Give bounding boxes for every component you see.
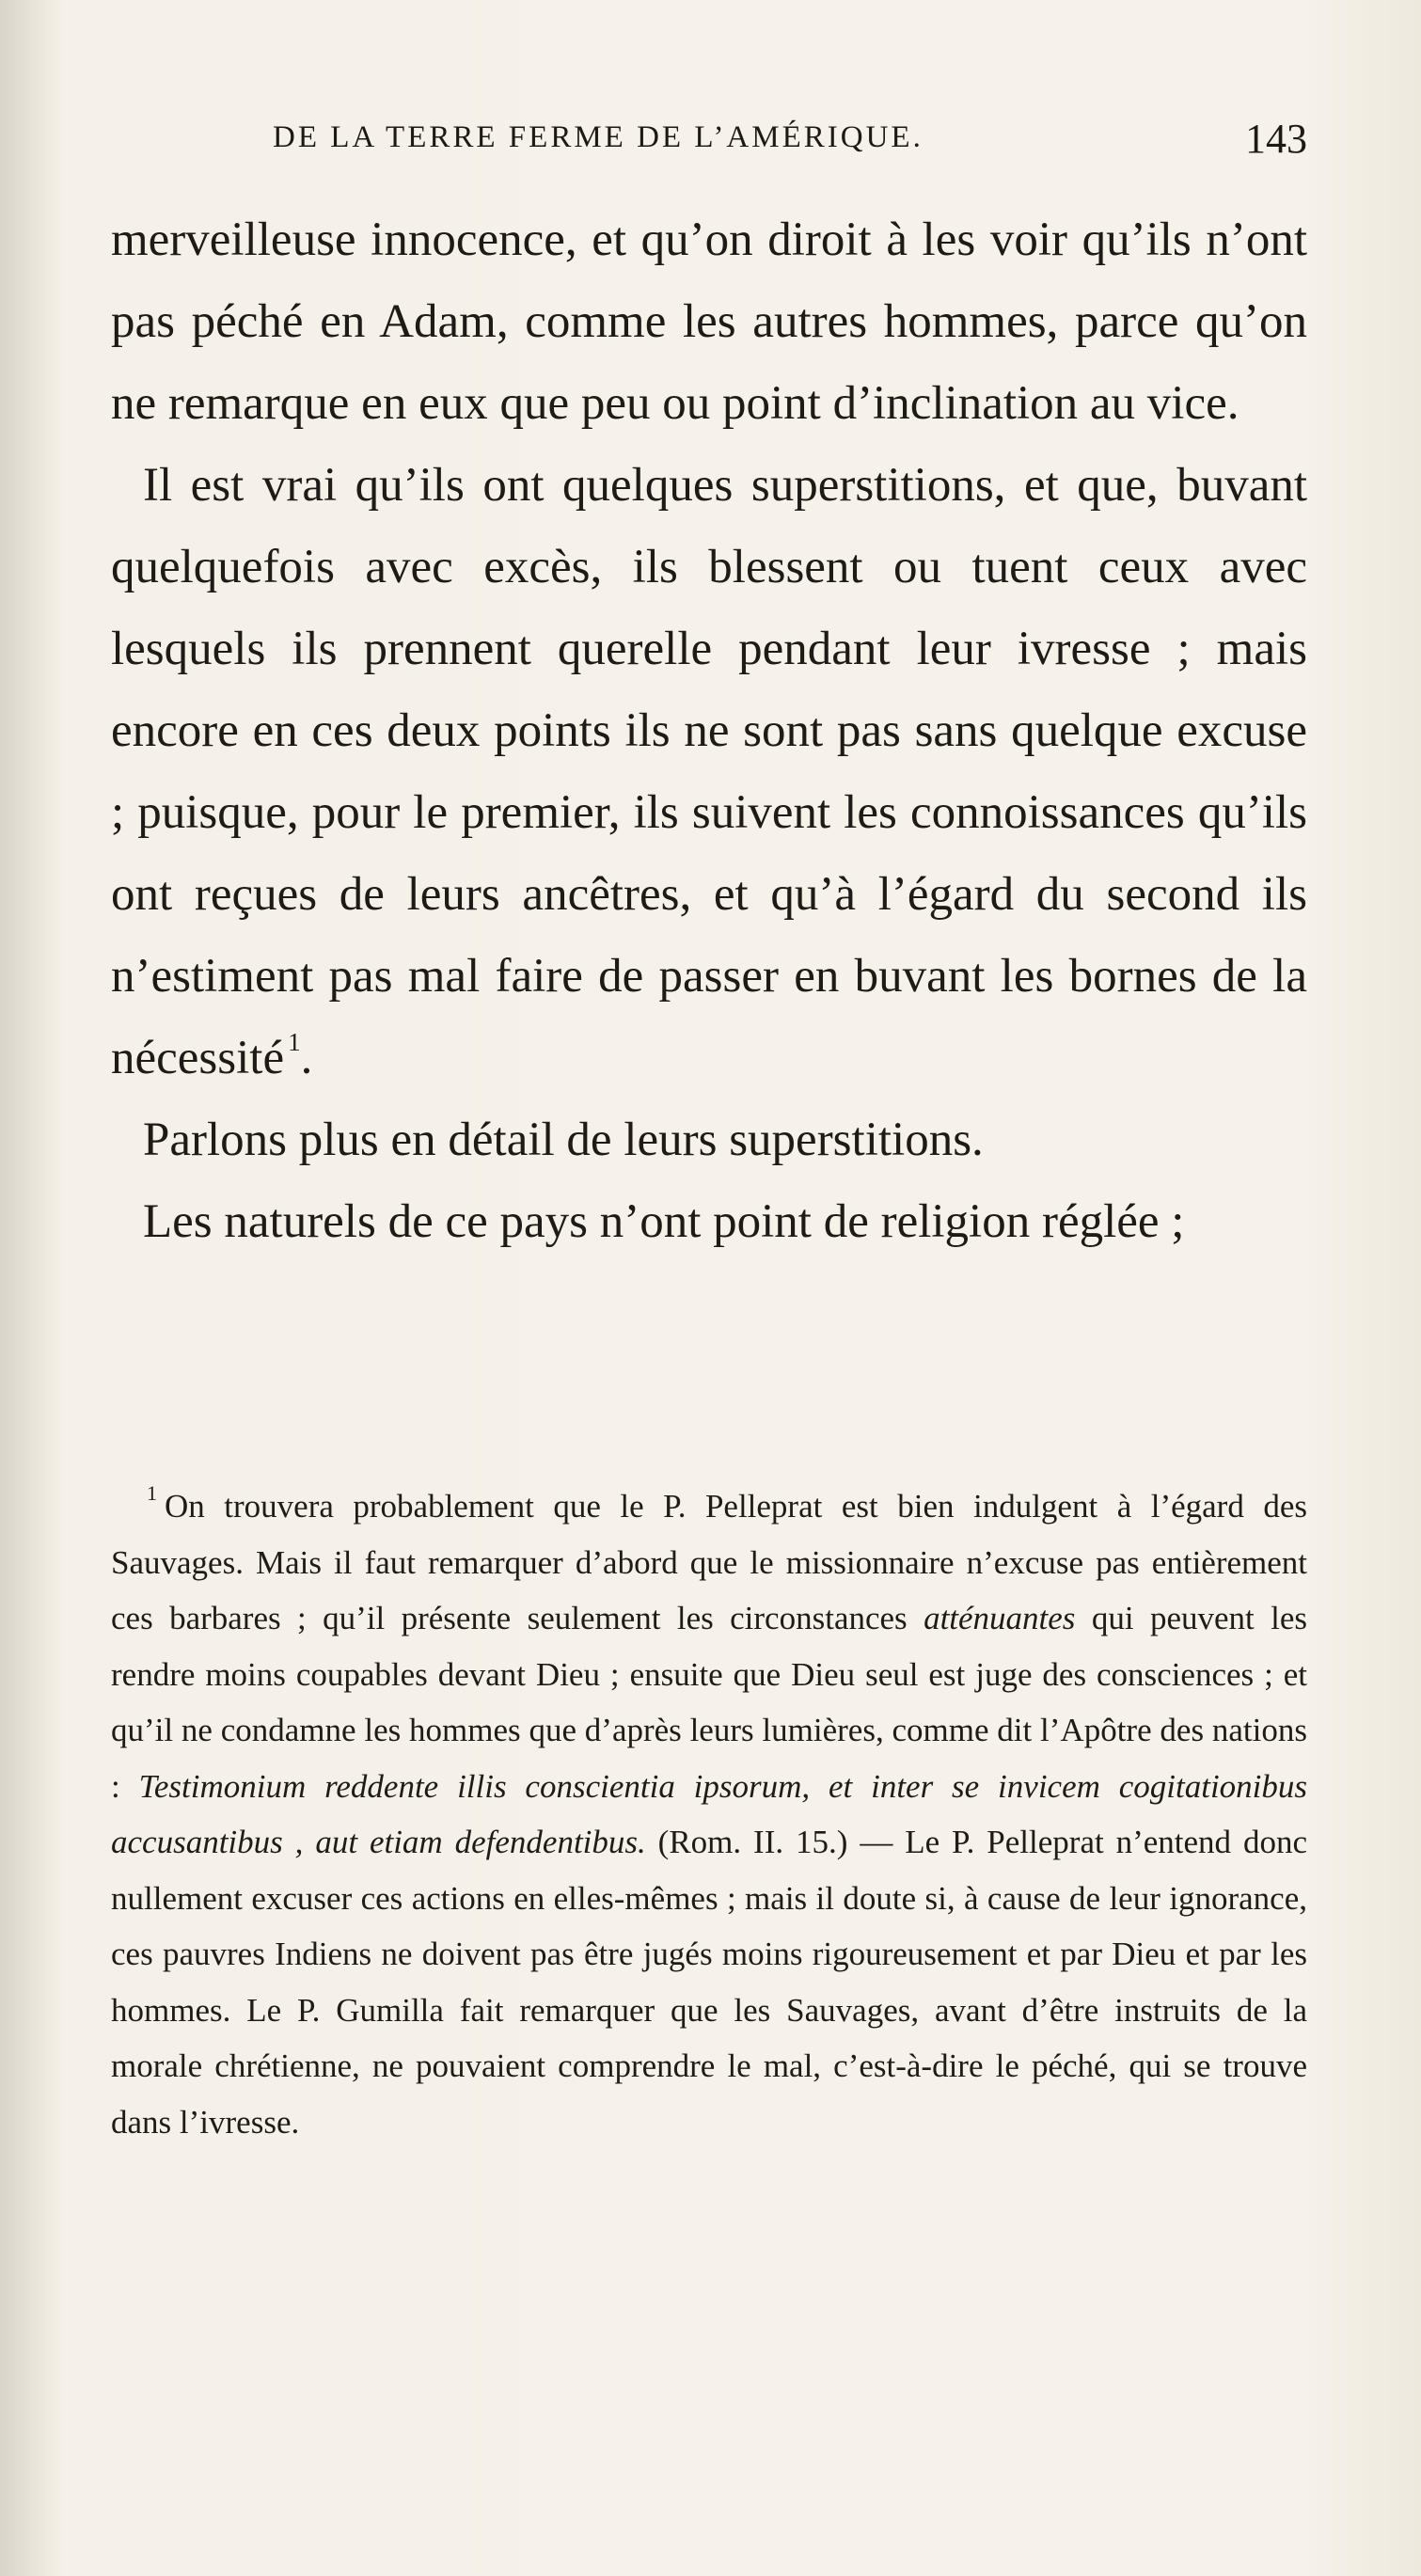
paragraph-1 bbox=[111, 199, 1307, 445]
footnote-italic-b: Testimonium reddente illis conscientia ipsorum, et inter se invicem cogitationibus accusantibus , aut etiam defendentibus. bbox=[111, 1767, 1308, 1860]
paragraph-4-text: Les naturels de ce pays n’ont point de religion réglée ; bbox=[143, 1195, 1185, 1248]
paragraph-4 bbox=[111, 1181, 1307, 1263]
footnote-text-a: On trouvera probablement que le P. Pelleprat est bien indulgent à l’égard des Sauvages. Mais il faut remarquer d’abord que le missionnaire n’excuse pas entièrement ces barbares ; qu’il présente seulement les circonstances bbox=[111, 1488, 1307, 1636]
footnote-text-b: qui peuvent les rendre moins coupables devant Dieu ; ensuite que Dieu seul est juge des consciences ; et qu’il ne condamne les hommes que d’après leurs lumières, comme dit l’Apôtre des nations : bbox=[111, 1600, 1308, 1805]
main-text bbox=[111, 199, 1307, 1263]
footnote-italic-a: atténuantes bbox=[924, 1600, 1076, 1636]
paragraph-3-text: Parlons plus en détail de leurs superstitions. bbox=[143, 1114, 984, 1166]
paragraph-2-end: . bbox=[300, 1032, 313, 1084]
page-header bbox=[273, 116, 1307, 167]
footnote-reference: 1 bbox=[288, 1027, 301, 1056]
paragraph-1-text: merveilleuse innocence, et qu’on diroit à les voir qu’ils n’ont pas péché en Adam, comme les autres hommes, parce qu’on ne remarque en eux que peu ou point d’inclination au vice. bbox=[111, 213, 1307, 430]
paragraph-3 bbox=[111, 1099, 1307, 1181]
footnote-mark: 1 bbox=[147, 1481, 157, 1506]
gutter-shadow bbox=[0, 0, 66, 2576]
footnote-1 bbox=[111, 1478, 1307, 2150]
running-head: DE LA TERRE FERME DE L’AMÉRIQUE. bbox=[273, 120, 924, 154]
paragraph-2 bbox=[111, 445, 1307, 1099]
page-number: 143 bbox=[1245, 116, 1307, 162]
footnote-text-c: (Rom. II. 15.) — Le P. Pelleprat n’entend donc nullement excuser ces actions en elles-mêmes ; mais il doute si, à cause de leur ignorance, ces pauvres Indiens ne doivent pas être jugés moins rigoureusement et par Dieu et par les hommes. Le P. Gumilla fait remarquer que les Sauvages, avant d’être instruits de la morale chrétienne, ne pouvaient comprendre le mal, c’est-à-dire le péché, qui se trouve dans l’ivresse. bbox=[111, 1824, 1307, 2141]
footnotes bbox=[111, 1478, 1307, 2150]
paragraph-2-text: Il est vrai qu’ils ont quelques superstitions, et que, buvant quelquefois avec excès, ils blessent ou tuent ceux avec lesquels ils prennent querelle pendant leur ivresse ; mais encore en ces deux points ils ne sont pas sans quelque excuse ; puisque, pour le premier, ils suivent les connoissances qu’ils ont reçues de leurs ancêtres, et qu’à l’égard du second ils n’estiment pas mal faire de passer en buvant les bornes de la nécessité bbox=[111, 459, 1307, 1084]
